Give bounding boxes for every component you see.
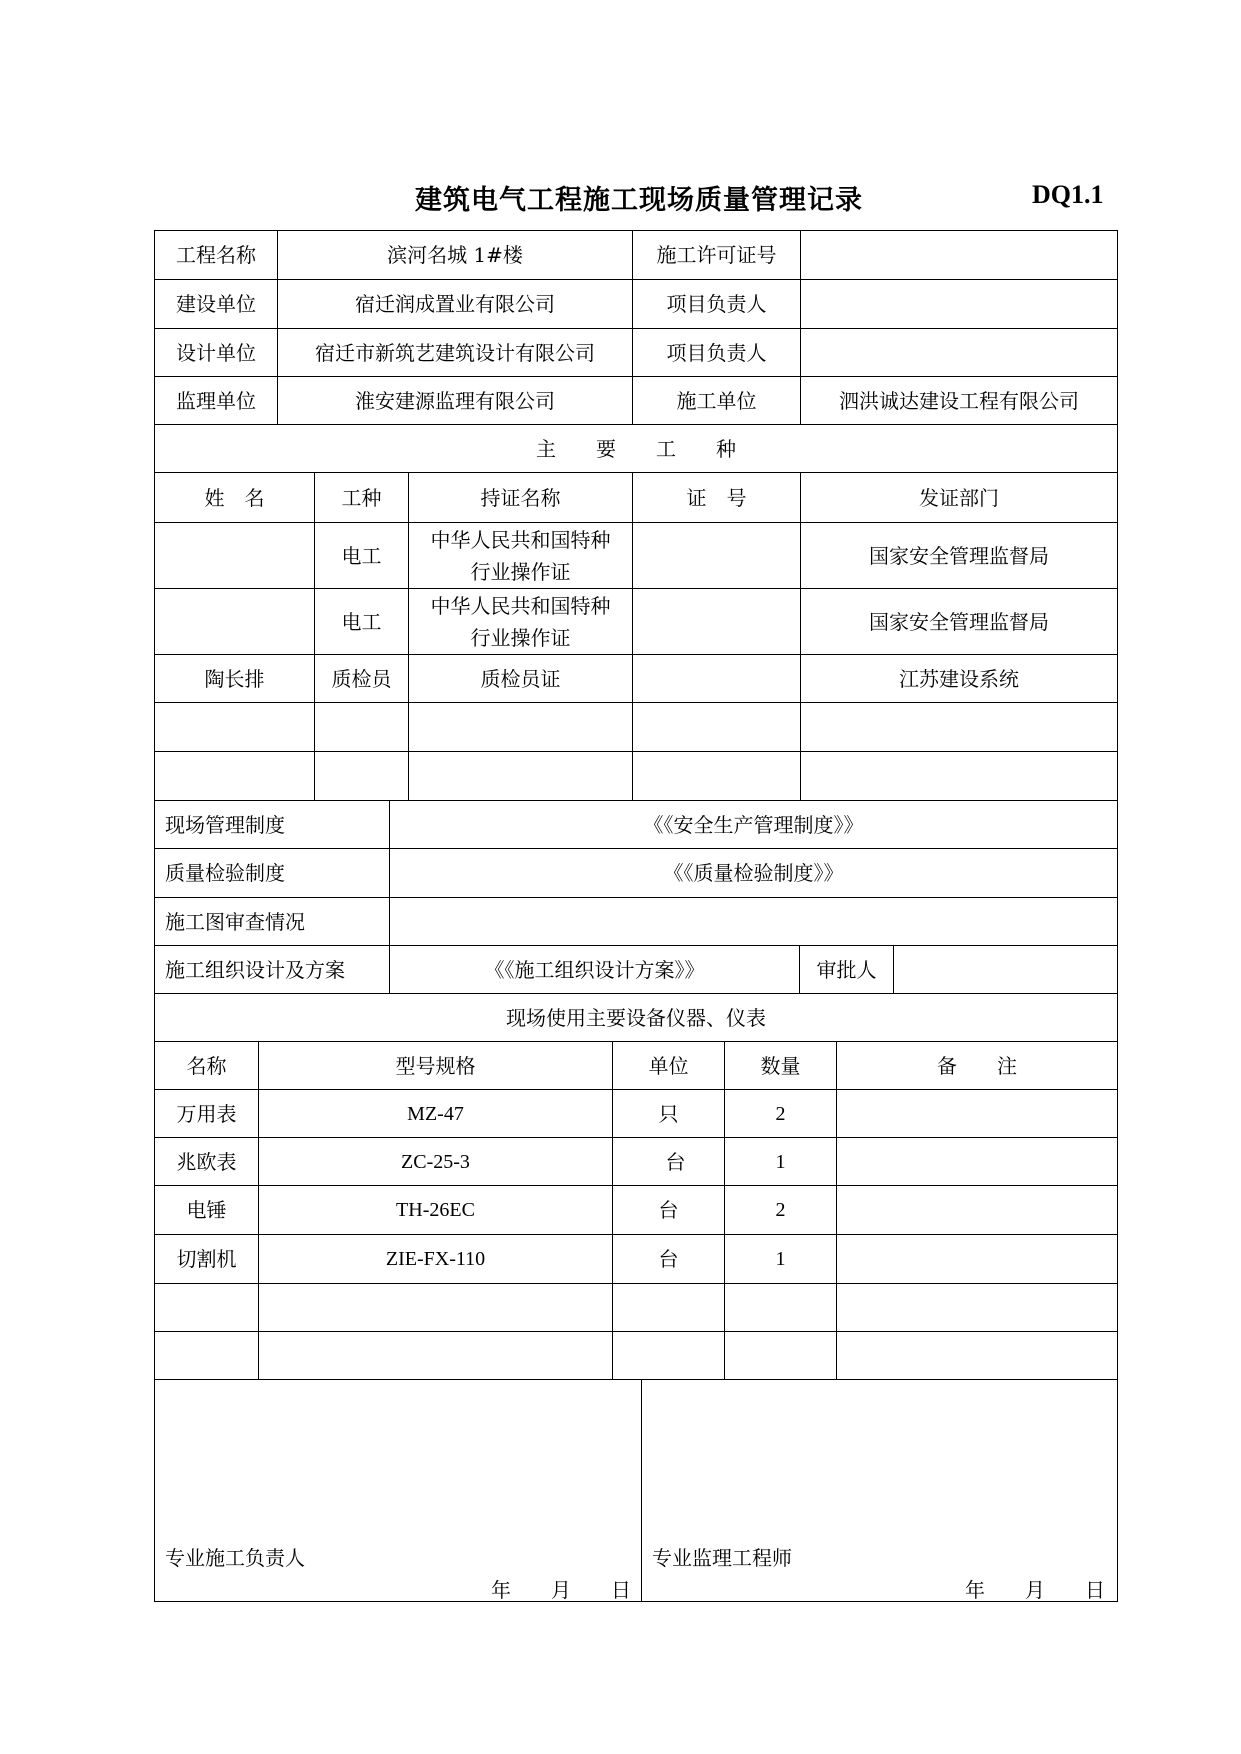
equipment-remarks [837, 1235, 1117, 1284]
design-manager-label: 项目负责人 [633, 329, 801, 377]
worker-trade: 电工 [315, 589, 409, 655]
permit-value [801, 231, 1117, 280]
equipment-model: ZIE-FX-110 [259, 1235, 613, 1284]
equipment-name: 万用表 [155, 1090, 259, 1138]
document-header [0, 178, 1241, 222]
form-code: DQ1.1 [1032, 180, 1104, 209]
equipment-remarks [837, 1090, 1117, 1138]
contractor-signature-label: 专业施工负责人 [165, 1546, 305, 1570]
equipment-quantity: 2 [725, 1090, 837, 1138]
equipment-model [259, 1332, 613, 1380]
worker-cert-number [633, 703, 801, 752]
worker-trade: 质检员 [315, 655, 409, 703]
worker-name [155, 703, 315, 752]
worker-name [155, 752, 315, 801]
design-label: 设计单位 [155, 329, 278, 377]
equipment-remarks [837, 1138, 1117, 1186]
supervisor-signature-block [642, 1380, 1117, 1601]
worker-header-certificate: 持证名称 [409, 473, 633, 523]
equipment-name: 电锤 [155, 1186, 259, 1235]
worker-header-name: 姓 名 [155, 473, 315, 523]
equipment-name: 兆欧表 [155, 1138, 259, 1186]
equipment-unit [613, 1284, 725, 1332]
approver-value [894, 946, 1117, 994]
supervision-value: 淮安建源监理有限公司 [278, 377, 633, 425]
contractor-value: 泗洪诚达建设工程有限公司 [801, 377, 1117, 425]
site-management-value: 《《安全生产管理制度》》 [390, 801, 1117, 849]
worker-issuer: 国家安全管理监督局 [801, 523, 1117, 589]
equipment-quantity [725, 1284, 837, 1332]
equipment-name [155, 1284, 259, 1332]
worker-issuer [801, 703, 1117, 752]
equipment-header-quantity: 数量 [725, 1042, 837, 1090]
drawing-review-label: 施工图审查情况 [155, 898, 390, 946]
worker-header-cert-number: 证 号 [633, 473, 801, 523]
document-title: 建筑电气工程施工现场质量管理记录 [415, 185, 863, 216]
equipment-header-model: 型号规格 [259, 1042, 613, 1090]
equipment-unit: 台 [613, 1186, 725, 1235]
worker-name [155, 523, 315, 589]
worker-issuer: 江苏建设系统 [801, 655, 1117, 703]
worker-certificate [409, 752, 633, 801]
equipment-model: MZ-47 [259, 1090, 613, 1138]
worker-cert-number [633, 752, 801, 801]
quality-inspection-label: 质量检验制度 [155, 849, 390, 898]
owner-label: 建设单位 [155, 280, 278, 329]
workers-section-title: 主 要 工 种 [155, 425, 1117, 473]
worker-issuer [801, 752, 1117, 801]
equipment-model [259, 1284, 613, 1332]
equipment-quantity: 1 [725, 1235, 837, 1284]
equipment-unit: 台 [613, 1138, 725, 1186]
supervision-label: 监理单位 [155, 377, 278, 425]
equipment-model: TH-26EC [259, 1186, 613, 1235]
drawing-review-value [390, 898, 1117, 946]
owner-manager-value [801, 280, 1117, 329]
equipment-quantity: 2 [725, 1186, 837, 1235]
equipment-quantity: 1 [725, 1138, 837, 1186]
equipment-header-unit: 单位 [613, 1042, 725, 1090]
site-management-label: 现场管理制度 [155, 801, 390, 849]
owner-manager-label: 项目负责人 [633, 280, 801, 329]
owner-value: 宿迁润成置业有限公司 [278, 280, 633, 329]
equipment-remarks [837, 1186, 1117, 1235]
worker-certificate [409, 703, 633, 752]
equipment-name: 切割机 [155, 1235, 259, 1284]
contractor-signature-date: 年 月 日 [491, 1578, 631, 1602]
construction-plan-label: 施工组织设计及方案 [155, 946, 390, 994]
supervisor-signature-label: 专业监理工程师 [652, 1546, 792, 1570]
worker-name: 陶长排 [155, 655, 315, 703]
worker-cert-number [633, 655, 801, 703]
project-name-label: 工程名称 [155, 231, 278, 280]
quality-inspection-value: 《《质量检验制度》》 [390, 849, 1117, 898]
worker-issuer: 国家安全管理监督局 [801, 589, 1117, 655]
equipment-remarks [837, 1332, 1117, 1380]
worker-certificate: 中华人民共和国特种行业操作证 [409, 589, 633, 655]
approver-label: 审批人 [800, 946, 894, 994]
equipment-name [155, 1332, 259, 1380]
worker-header-trade: 工种 [315, 473, 409, 523]
worker-trade [315, 752, 409, 801]
equipment-section-title: 现场使用主要设备仪器、仪表 [155, 994, 1117, 1042]
worker-name [155, 589, 315, 655]
equipment-unit [613, 1332, 725, 1380]
contractor-signature-block [155, 1380, 642, 1601]
worker-trade [315, 703, 409, 752]
quality-record-table [154, 230, 1118, 1602]
equipment-quantity [725, 1332, 837, 1380]
equipment-model: ZC-25-3 [259, 1138, 613, 1186]
equipment-header-remarks: 备 注 [837, 1042, 1117, 1090]
equipment-header-name: 名称 [155, 1042, 259, 1090]
worker-certificate: 中华人民共和国特种行业操作证 [409, 523, 633, 589]
project-name-value: 滨河名城 1#楼 [278, 231, 633, 280]
equipment-unit: 台 [613, 1235, 725, 1284]
equipment-remarks [837, 1284, 1117, 1332]
contractor-label: 施工单位 [633, 377, 801, 425]
supervisor-signature-date: 年 月 日 [965, 1578, 1105, 1602]
worker-cert-number [633, 589, 801, 655]
equipment-unit: 只 [613, 1090, 725, 1138]
design-manager-value [801, 329, 1117, 377]
worker-certificate: 质检员证 [409, 655, 633, 703]
worker-header-issuer: 发证部门 [801, 473, 1117, 523]
construction-plan-value: 《《施工组织设计方案》》 [390, 946, 800, 994]
worker-cert-number [633, 523, 801, 589]
design-value: 宿迁市新筑艺建筑设计有限公司 [278, 329, 633, 377]
worker-trade: 电工 [315, 523, 409, 589]
permit-label: 施工许可证号 [633, 231, 801, 280]
